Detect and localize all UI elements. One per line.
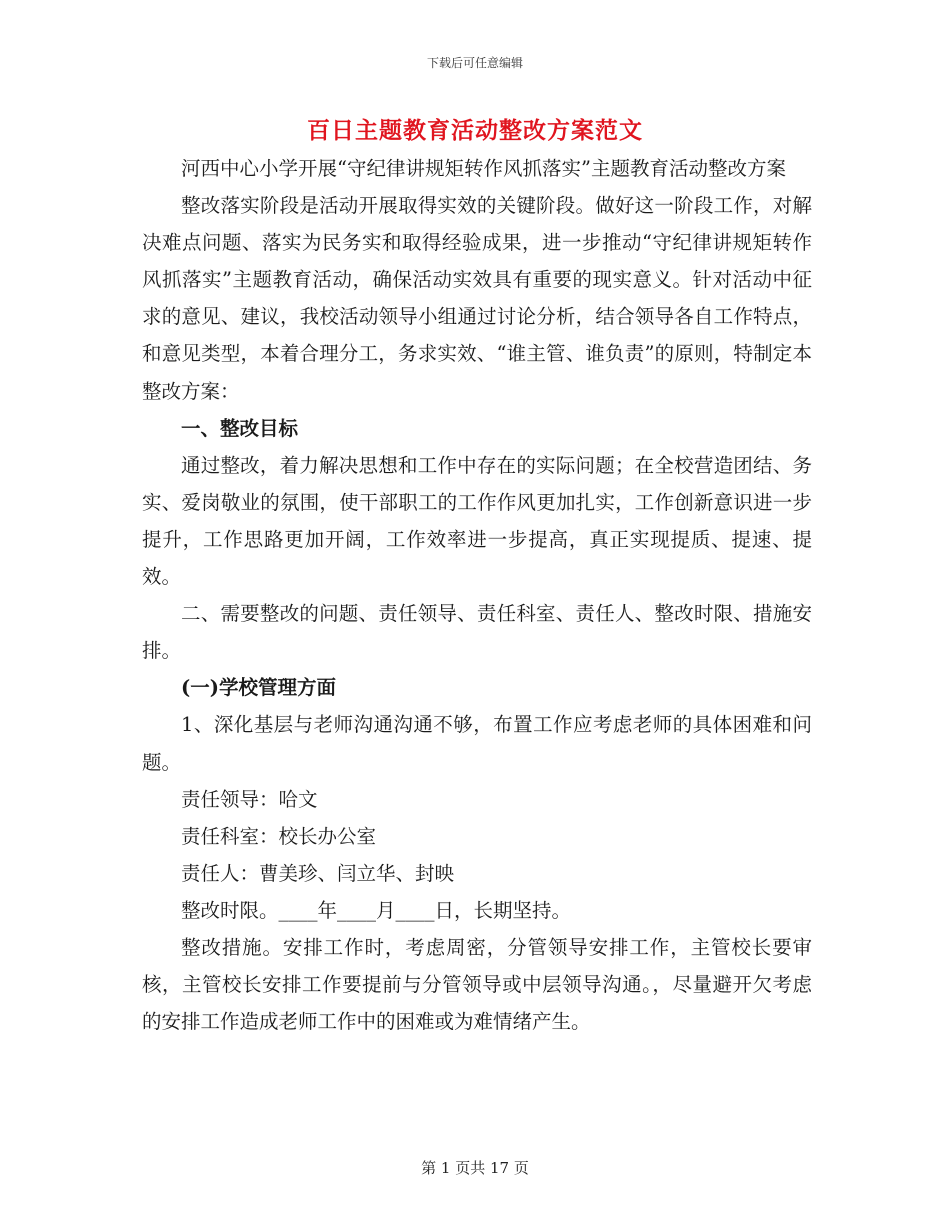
section-heading-issues: 二、需要整改的问题、责任领导、责任科室、责任人、整改时限、措施安排。 — [142, 602, 812, 663]
rectification-measures: 整改措施。安排工作时，考虑周密，分管领导安排工作，主管校长要审核，主管校长安排工作要提前与分管领导或中层领导沟通。，尽量避开欠考虑的安排工作造成老师工作中的困难或为难情绪产生。 — [142, 935, 812, 1034]
issue-item-1: 1、深化基层与老师沟通沟通不够，布置工作应考虑老师的具体困难和问题。 — [142, 713, 812, 774]
responsible-office: 责任科室：校长办公室 — [181, 824, 377, 848]
document-body — [142, 150, 812, 1040]
responsible-leader: 责任领导：哈文 — [181, 787, 318, 811]
responsible-persons: 责任人：曹美珍、闫立华、封映 — [181, 861, 455, 885]
section-heading-goals: 一、整改目标 — [181, 416, 299, 440]
intro-paragraph: 整改落实阶段是活动开展取得实效的关键阶段。做好这一阶段工作，对解决难点问题、落实为民务实和取得经验成果，进一步推动“守纪律讲规矩转作风抓落实”主题教育活动，确保活动实效具有重要的现实意义。针对活动中征求的意见、建议，我校活动领导小组通过讨论分析，结合领导各自工作特点，和意见类型，本着合理分工，务求实效、“谁主管、谁负责”的原则，特制定本整改方案： — [142, 194, 812, 403]
page-number-footer: 第 1 页共 17 页 — [421, 1159, 529, 1177]
subsection-heading-management: (一)学校管理方面 — [181, 676, 336, 700]
document-title: 百日主题教育活动整改方案范文 — [307, 117, 643, 144]
goals-paragraph: 通过整改，着力解决思想和工作中存在的实际问题；在全校营造团结、务实、爱岗敬业的氛围，使干部职工的工作作风更加扎实，工作创新意识进一步提升，工作思路更加开阔，工作效率进一步提高，真正实现提质、提速、提效。 — [142, 453, 812, 589]
subtitle-paragraph: 河西中心小学开展“守纪律讲规矩转作风抓落实”主题教育活动整改方案 — [181, 157, 786, 180]
rectification-deadline: 整改时限。____年____月____日，长期坚持。 — [181, 898, 572, 922]
header-note: 下载后可任意编辑 — [426, 56, 523, 70]
